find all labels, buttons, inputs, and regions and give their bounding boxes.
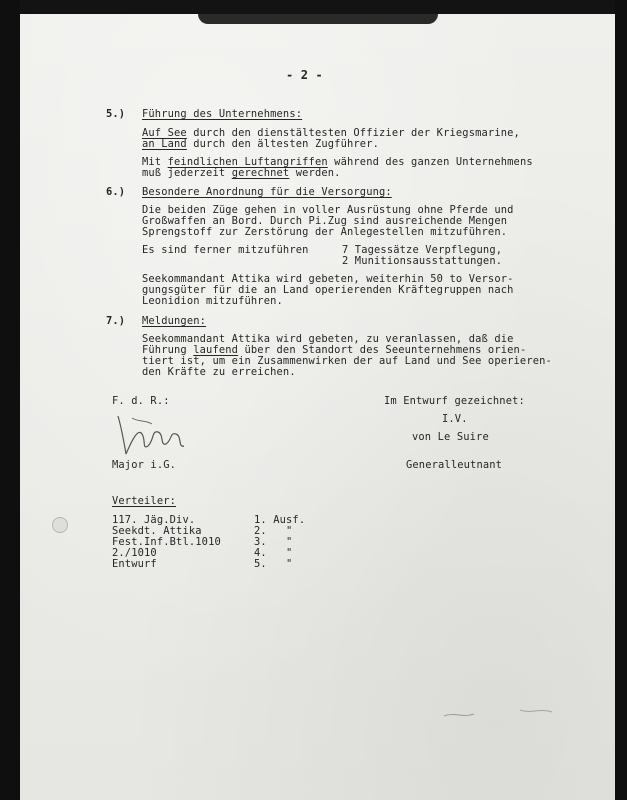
signatory-rank: Generalleutnant <box>406 459 503 471</box>
signed-in-draft-label: Im Entwurf gezeichnet: <box>384 395 525 407</box>
distribution-recipient: Entwurf <box>112 558 157 570</box>
text-line: Leonidion mitzuführen. <box>142 295 283 307</box>
distribution-heading: Verteiler: <box>112 495 177 507</box>
distribution-recipient: Fest.Inf.Btl.1010 <box>112 536 221 548</box>
distribution-copy: 5. " <box>254 558 293 570</box>
binder-clip-shadow <box>198 14 438 24</box>
scan-smudge <box>440 704 570 734</box>
section-heading: Besondere Anordnung für die Versorgung: <box>142 186 392 198</box>
list-item: 2 Munitionsausstattungen. <box>342 255 503 267</box>
distribution-copy: 3. " <box>254 536 293 548</box>
text-line: Großwaffen an Bord. Durch Pi.Zug sind ausreichende Mengen <box>142 215 508 227</box>
distribution-recipient: 117. Jäg.Div. <box>112 514 196 526</box>
section-heading: Meldungen: <box>142 315 207 327</box>
section-heading: Führung des Unternehmens: <box>142 108 303 120</box>
handwritten-signature <box>112 410 192 460</box>
text-line: Seekommandant Attika wird gebeten, zu veranlassen, daß die <box>142 333 514 345</box>
scan-left-edge <box>0 0 20 800</box>
section-number: 5.) <box>106 108 126 120</box>
text-line: tiert ist, um ein Zusammenwirken der auf Land und See operieren- <box>142 355 552 367</box>
signatory-name: von Le Suire <box>412 431 489 443</box>
text-line: Auf See durch den dienstältesten Offizier der Kriegsmarine, <box>142 127 520 139</box>
distribution-copy: 2. " <box>254 525 293 537</box>
text-line: Mit feindlichen Luftangriffen während des ganzen Unternehmens <box>142 156 533 168</box>
fdr-label: F. d. R.: <box>112 395 170 407</box>
left-signatory-title: Major i.G. <box>112 459 177 471</box>
text-line: an Land durch den ältesten Zugführer. <box>142 138 380 150</box>
list-item: 7 Tagessätze Verpflegung, <box>342 244 503 256</box>
text-line: Die beiden Züge gehen in voller Ausrüstung ohne Pferde und <box>142 204 514 216</box>
text-line: Es sind ferner mitzuführen <box>142 244 309 256</box>
punch-hole <box>52 517 68 533</box>
distribution-copy: 4. " <box>254 547 293 559</box>
scan-right-edge <box>615 0 627 800</box>
distribution-recipient: 2./1010 <box>112 547 157 559</box>
text-line: gungsgüter für die an Land operierenden Kräftegruppen nach <box>142 284 514 296</box>
text-line: muß jederzeit gerechnet werden. <box>142 167 341 179</box>
text-line: Seekommandant Attika wird gebeten, weiterhin 50 to Versor- <box>142 273 514 285</box>
section-number: 7.) <box>106 315 126 327</box>
distribution-recipient: Seekdt. Attika <box>112 525 202 537</box>
text-line: Führung laufend über den Standort des Seeunternehmens orien- <box>142 344 527 356</box>
text-line: Sprengstoff zur Zerstörung der Anlegestellen mitzuführen. <box>142 226 508 238</box>
document-page <box>20 14 615 800</box>
section-number: 6.) <box>106 186 126 198</box>
text-line: den Kräfte zu erreichen. <box>142 366 296 378</box>
page-number: - 2 - <box>286 68 323 82</box>
deputy-mark: I.V. <box>442 413 468 425</box>
distribution-copy: 1. Ausf. <box>254 514 306 526</box>
